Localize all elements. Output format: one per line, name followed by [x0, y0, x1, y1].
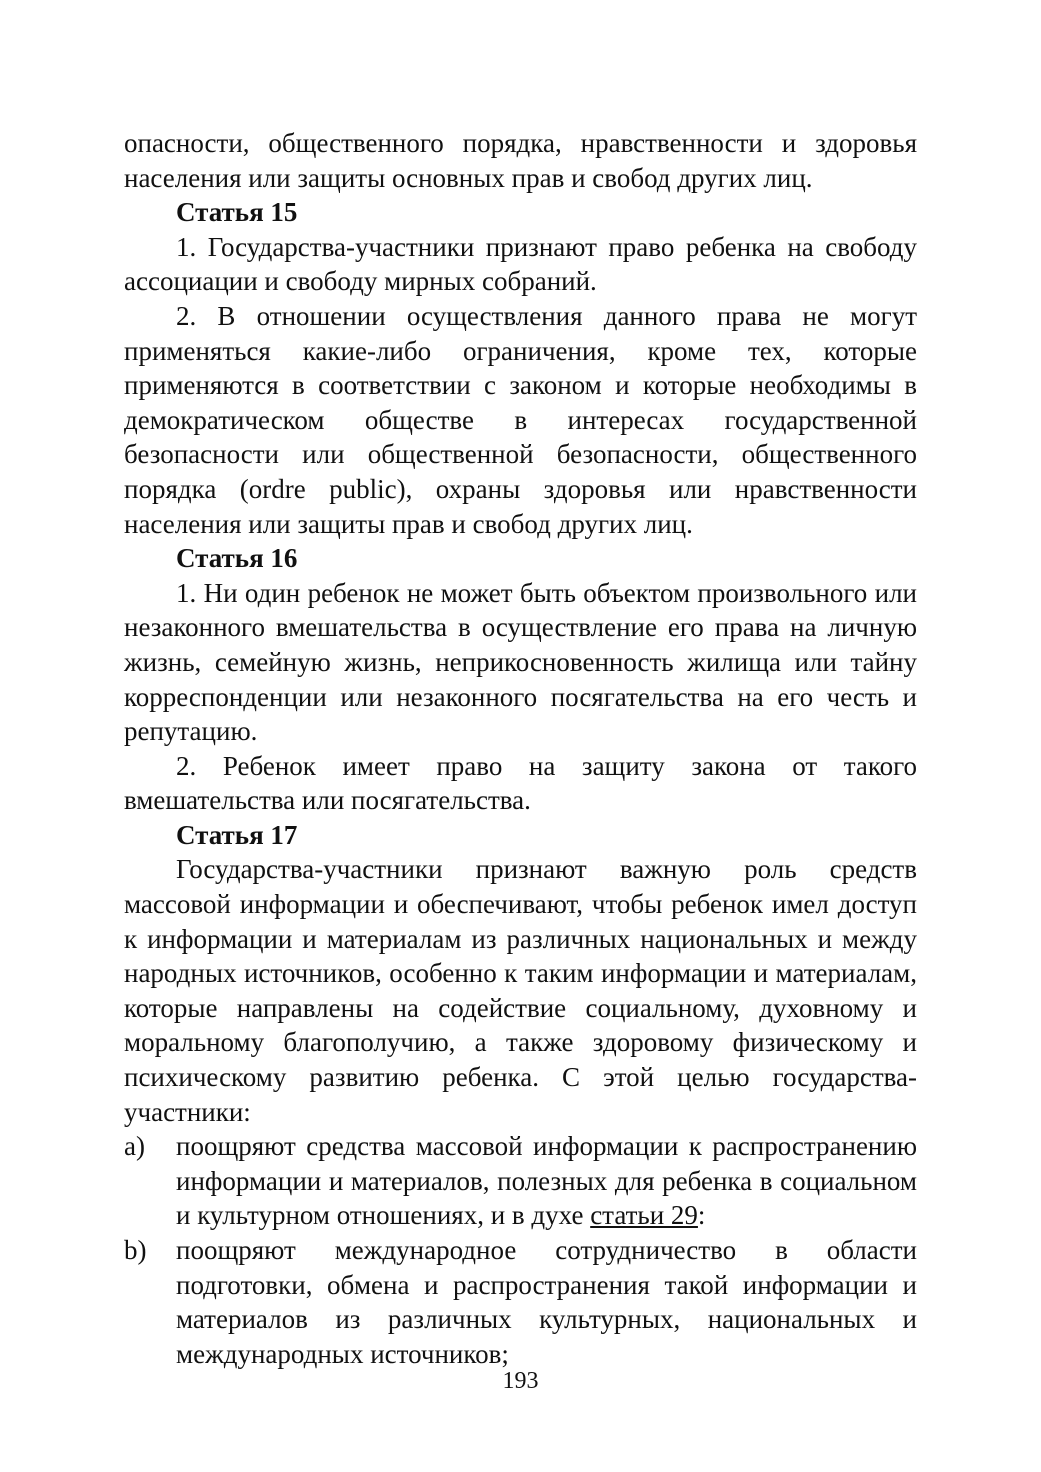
article-16-title: Статья 16 [176, 543, 298, 574]
article-15-title: Статья 15 [176, 197, 298, 228]
page-number: 193 [502, 1368, 539, 1394]
article-15-paragraph-2: 2. В отношении осуществления данного права не могут применяться какие-либо ограничения, кроме тех, которые применяются в соответствии с законом и которые необходимы в демократическом обществе в интересах государственной безопасности или общественной безопасности, общественного порядка (ordre public), охраны здоровья или нравственности населения или защиты прав и свобод других лиц. [124, 300, 917, 539]
intro-paragraph: опасности, общественного порядка, нравственности и здоровья населения или защиты основных прав и свобод других лиц. [124, 128, 917, 193]
article-16-paragraph-2: 2. Ребенок имеет право на защиту закона от такого вмешательства или посягательства. [124, 750, 917, 816]
article-15-paragraph-1: 1. Государства-участники признают право ребенка на свободу ассоциации и свободу мирных собраний. [124, 231, 917, 297]
article-29-link[interactable]: статьи 29 [590, 1200, 698, 1231]
list-item-text: поощряют международное сотрудничество в области подготовки, обмена и распространения такой информации и материалов из различных культурных, национальных и международных источников; [176, 1235, 917, 1369]
list-item [124, 1129, 917, 1233]
article-17-paragraph-1: Государства-участники признают важную роль средств массовой информации и обеспечивают, чтобы ребенок имел доступ к информации и материалам из различных национальных и между народных источников, особенно к таким информации и материалам, которые направлены на содействие социальному, духовному и моральному благополучию, а также здоровому физическому и психическому развитию ребенка. С этой целью государства-участники: [124, 854, 917, 1127]
list-item-punctuation: : [697, 1200, 706, 1231]
list-item-text [176, 1129, 917, 1233]
page-body [124, 126, 917, 1371]
list-marker: a) [124, 1131, 145, 1162]
article-17-title: Статья 17 [176, 819, 298, 850]
list-item [124, 1233, 917, 1371]
list-item-body: поощряют средства массовой информации к распространению информации и материалов, полезных для ребенка в социальном и культурном отношениях, и в духе [176, 1131, 917, 1231]
article-16-paragraph-1: 1. Ни один ребенок не может быть объектом произвольного или незаконного вмешательства в осуществление его права на личную жизнь, семейную жизнь, неприкосновенность жилища или тайну корреспонденции или незаконного посягательства на его честь и репутацию. [124, 577, 917, 747]
list-marker: b) [124, 1235, 147, 1265]
